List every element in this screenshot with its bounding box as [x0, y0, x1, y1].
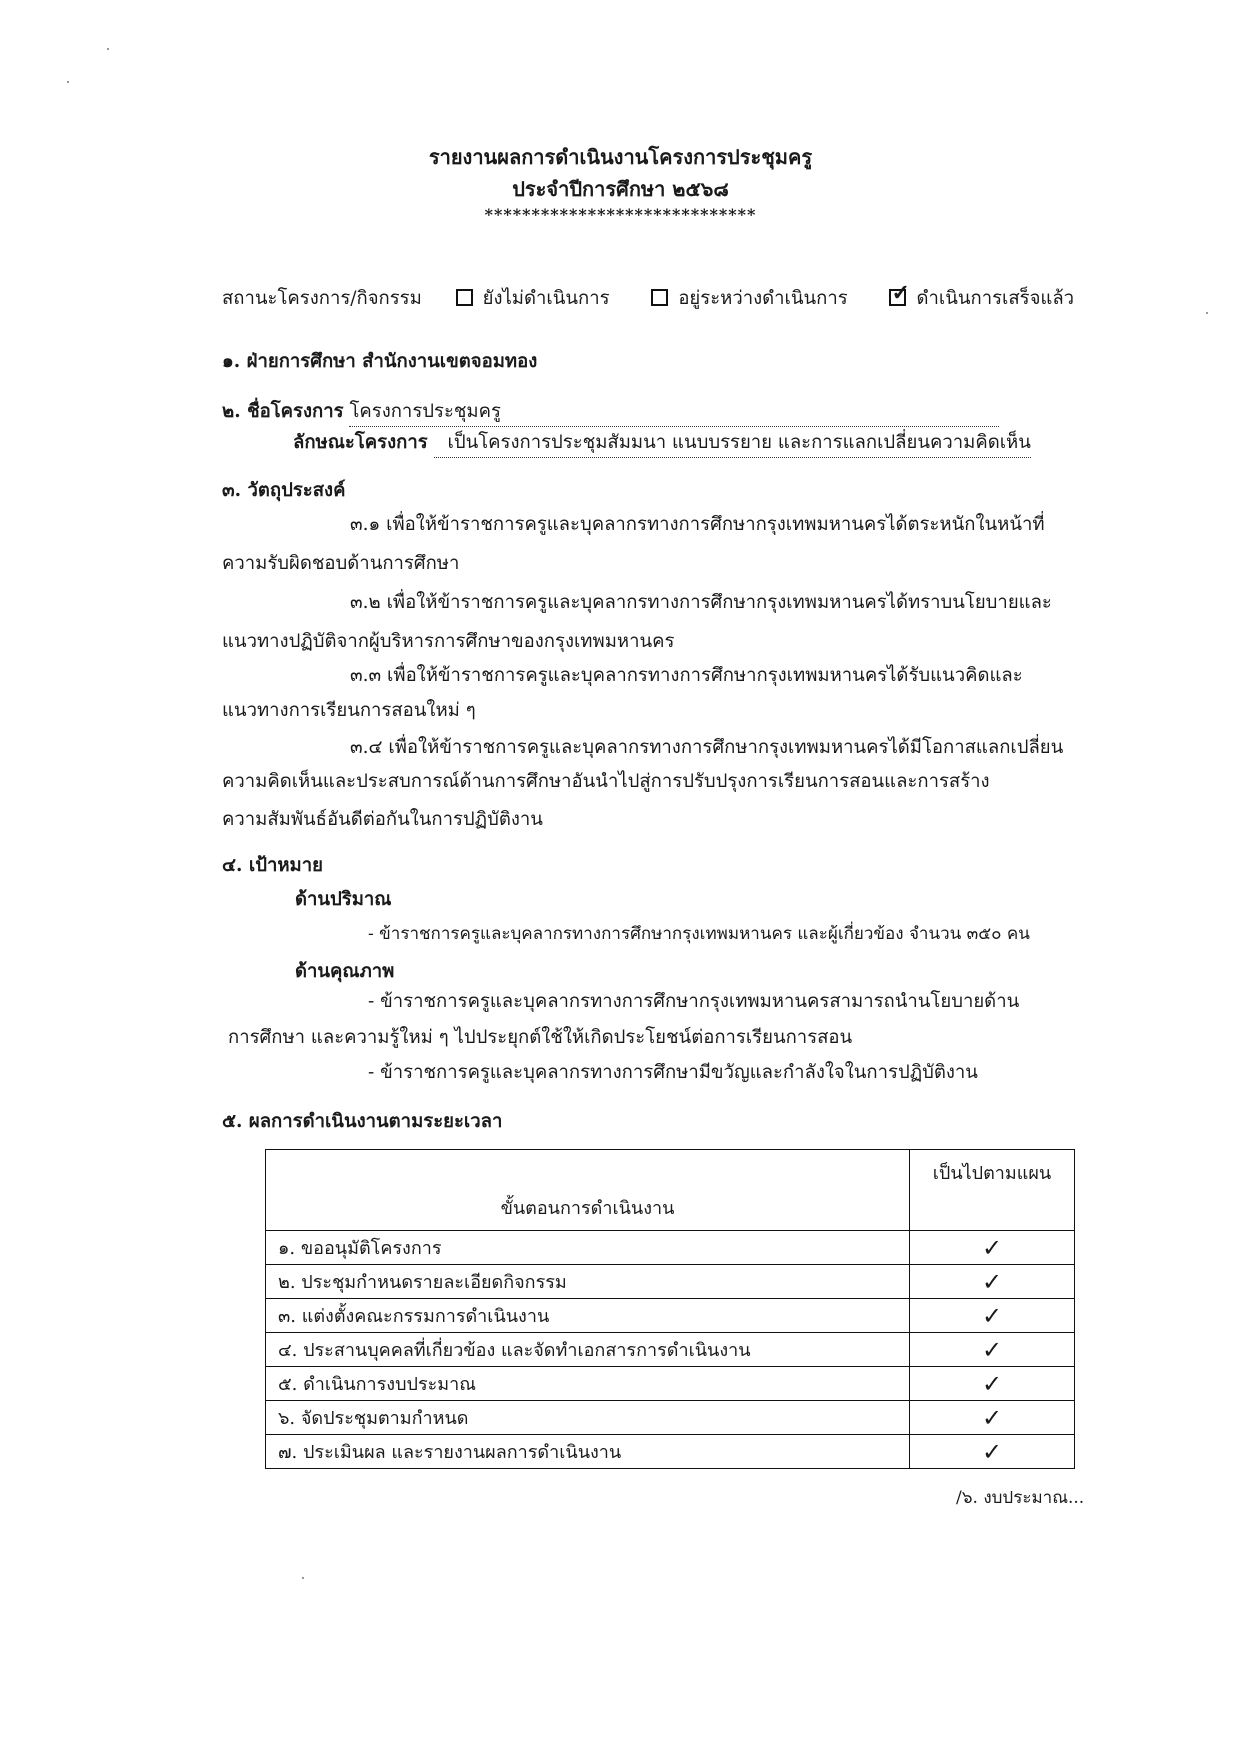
quality-label: ด้านคุณภาพ: [295, 961, 395, 982]
section-2-project-name: ๒. ชื่อโครงการ โครงการประชุมครู: [222, 397, 1052, 427]
checkmark-icon: ✓: [910, 1435, 1075, 1469]
status-row: [222, 280, 1075, 313]
section-4-heading: ๔. เป้าหมาย: [222, 855, 323, 876]
title-separator: *****************************: [484, 205, 757, 224]
section-3-heading: ๓. วัตถุประสงค์: [222, 480, 346, 501]
table-row: [266, 1299, 1075, 1333]
table-header-row: [266, 1150, 1075, 1231]
objective-3-1-line1: ๓.๑ เพื่อให้ข้าราชการครูและบุคลากรทางการศึกษากรุงเทพมหานครได้ตระหนักในหน้าที่: [350, 514, 1045, 535]
step-cell: ๓. แต่งตั้งคณะกรรมการดำเนินงาน: [266, 1299, 910, 1333]
quality-item-1-line1: - ข้าราชการครูและบุคลากรทางการศึกษากรุงเทพมหานครสามารถนำนโยบายด้าน: [368, 991, 1020, 1012]
section-2-project-nature: ลักษณะโครงการ เป็นโครงการประชุมสัมมนา แนบบรรยาย และการแลกเปลี่ยนความคิดเห็น: [293, 428, 1031, 458]
quantity-label: ด้านปริมาณ: [295, 889, 392, 910]
step-cell: ๕. ดำเนินการงบประมาณ: [266, 1367, 910, 1401]
column-header-steps: ขั้นตอนการดำเนินงาน: [266, 1150, 910, 1231]
checkmark-icon: ✓: [910, 1299, 1075, 1333]
step-cell: ๒. ประชุมกำหนดรายละเอียดกิจกรรม: [266, 1265, 910, 1299]
table-row: [266, 1265, 1075, 1299]
report-subtitle: ประจำปีการศึกษา ๒๕๖๘: [512, 177, 729, 201]
checkmark-icon: ✓: [910, 1265, 1075, 1299]
checkmark-icon: ✓: [910, 1333, 1075, 1367]
table-row: [266, 1401, 1075, 1435]
status-label: สถานะโครงการ/กิจกรรม: [222, 288, 422, 309]
objective-3-3-line1: ๓.๓ เพื่อให้ข้าราชการครูและบุคลากรทางการศึกษากรุงเทพมหานครได้รับแนวคิดและ: [350, 665, 1023, 686]
table-row: [266, 1367, 1075, 1401]
scan-speck: [302, 1577, 304, 1579]
status-option-in-progress[interactable]: อยู่ระหว่างดำเนินการ: [651, 288, 853, 309]
progress-table: [265, 1149, 1075, 1469]
quality-item-1-line2: การศึกษา และความรู้ใหม่ ๆ ไปประยุกต์ใช้ให้เกิดประโยชน์ต่อการเรียนการสอน: [228, 1027, 853, 1048]
status-option-not-started[interactable]: ยังไม่ดำเนินการ: [456, 288, 616, 309]
step-cell: ๗. ประเมินผล และรายงานผลการดำเนินงาน: [266, 1435, 910, 1469]
objective-3-1-line2: ความรับผิดชอบด้านการศึกษา: [222, 553, 460, 574]
objective-3-2-line2: แนวทางปฏิบัติจากผู้บริหารการศึกษาของกรุงเทพมหานคร: [222, 631, 675, 652]
checkmark-icon: ✓: [910, 1231, 1075, 1265]
status-option-completed[interactable]: ✓ ดำเนินการเสร็จแล้ว: [891, 280, 1075, 309]
checkbox-empty-icon: [651, 289, 668, 306]
quantity-item: - ข้าราชการครูและบุคลากรทางการศึกษากรุงเทพมหานคร และผู้เกี่ยวข้อง จำนวน ๓๕๐ คน: [368, 924, 1030, 944]
objective-3-4-line1: ๓.๔ เพื่อให้ข้าราชการครูและบุคลากรทางการศึกษากรุงเทพมหานครได้มีโอกาสแลกเปลี่ยน: [350, 737, 1064, 758]
checkmark-icon: ✓: [910, 1401, 1075, 1435]
objective-3-3-line2: แนวทางการเรียนการสอนใหม่ ๆ: [222, 700, 476, 721]
step-cell: ๖. จัดประชุมตามกำหนด: [266, 1401, 910, 1435]
continuation-note: /๖. งบประมาณ...: [956, 1488, 1085, 1508]
project-name-value: โครงการประชุมครู: [349, 397, 999, 427]
project-nature-value: เป็นโครงการประชุมสัมมนา แนบบรรยาย และการแลกเปลี่ยนความคิดเห็น: [434, 428, 1031, 458]
step-cell: ๑. ขออนุมัติโครงการ: [266, 1231, 910, 1265]
checkbox-checked-icon: ✓: [891, 280, 910, 306]
table-row: [266, 1435, 1075, 1469]
section-1-department: ๑. ฝ่ายการศึกษา สำนักงานเขตจอมทอง: [222, 351, 538, 372]
quality-item-2: - ข้าราชการครูและบุคลากรทางการศึกษามีขวัญและกำลังใจในการปฏิบัติงาน: [368, 1062, 978, 1083]
table-row: [266, 1231, 1075, 1265]
scan-speck: [1206, 312, 1208, 314]
checkbox-empty-icon: [456, 289, 473, 306]
objective-3-2-line1: ๓.๒ เพื่อให้ข้าราชการครูและบุคลากรทางการศึกษากรุงเทพมหานครได้ทราบนโยบายและ: [350, 592, 1052, 613]
column-header-on-plan: เป็นไปตามแผน: [910, 1150, 1075, 1231]
objective-3-4-line3: ความสัมพันธ์อันดีต่อกันในการปฏิบัติงาน: [222, 809, 543, 830]
section-5-heading: ๕. ผลการดำเนินงานตามระยะเวลา: [222, 1111, 503, 1132]
checkmark-icon: ✓: [910, 1367, 1075, 1401]
table-row: [266, 1333, 1075, 1367]
scan-speck: [107, 48, 109, 50]
report-title: รายงานผลการดำเนินงานโครงการประชุมครู: [428, 145, 813, 169]
step-cell: ๔. ประสานบุคคลที่เกี่ยวข้อง และจัดทำเอกสารการดำเนินงาน: [266, 1333, 910, 1367]
scan-speck: [67, 81, 69, 83]
objective-3-4-line2: ความคิดเห็นและประสบการณ์ด้านการศึกษาอันนำไปสู่การปรับปรุงการเรียนการสอนและการสร้าง: [222, 771, 990, 792]
